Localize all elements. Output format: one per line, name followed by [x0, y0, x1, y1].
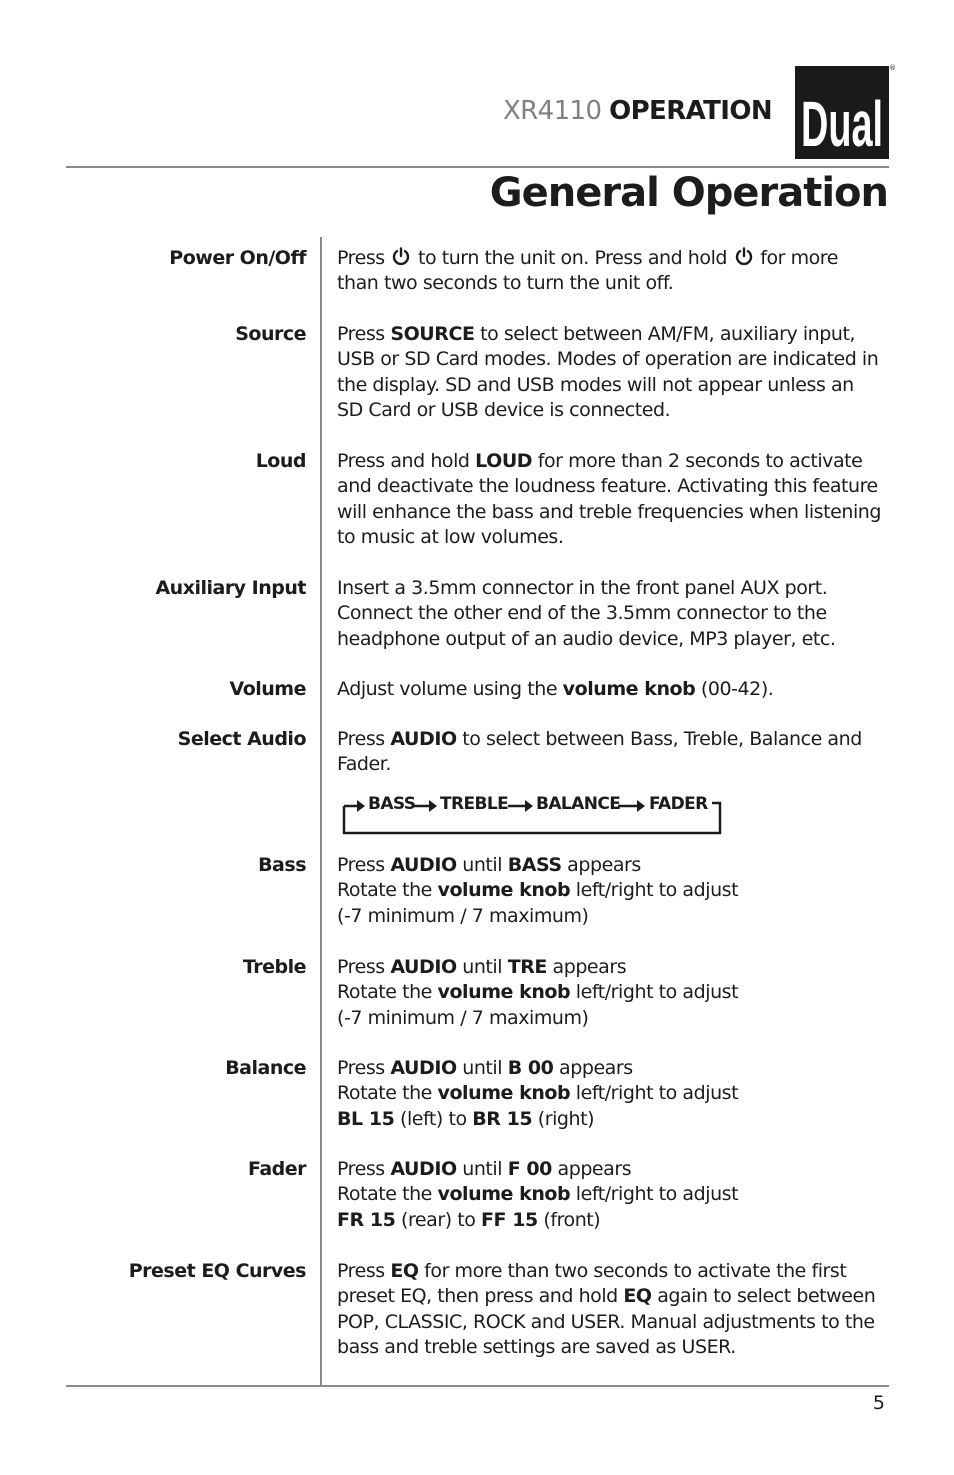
text-run: to select between AM/FM, auxiliary input, — [474, 323, 856, 345]
label-treble: Treble — [242, 956, 306, 978]
arrow-right-icon — [637, 800, 645, 812]
arrow-right-icon — [525, 800, 533, 812]
description-line — [337, 601, 897, 626]
bold-term: AUDIO — [390, 1158, 457, 1180]
label-preset-eq: Preset EQ Curves — [128, 1260, 306, 1282]
text-run: Press — [337, 247, 391, 269]
text-run: Press and hold — [337, 450, 476, 472]
description-line — [337, 878, 897, 903]
text-run: Press — [337, 1158, 391, 1180]
bold-term: BR 15 — [472, 1107, 533, 1130]
arrow-right-icon — [429, 800, 437, 812]
page-title: General Operation — [489, 170, 888, 216]
text-run: left/right to adjust — [570, 981, 739, 1004]
text-run: Rotate the — [337, 1082, 438, 1105]
label-power: Power On/Off — [169, 247, 306, 269]
bold-term: volume knob — [562, 678, 696, 700]
description-line — [337, 904, 897, 929]
cycle-step-balance: BALANCE — [536, 794, 621, 814]
text-run: Rotate the — [337, 1183, 438, 1206]
text-run: Press — [337, 323, 391, 345]
page-number: 5 — [872, 1392, 885, 1414]
text-run: Fader. — [337, 753, 391, 776]
description-line — [337, 449, 897, 474]
label-source: Source — [235, 323, 306, 345]
text-run: Press — [337, 1260, 391, 1282]
bold-term: FF 15 — [481, 1208, 538, 1231]
text-run: appears — [551, 1158, 632, 1180]
text-run: (rear) to — [395, 1208, 482, 1231]
text-run: will enhance the bass and treble frequencies when listening — [337, 500, 881, 523]
description-power — [337, 246, 897, 297]
description-line — [337, 373, 897, 398]
description-line — [337, 853, 897, 878]
description-loud — [337, 449, 897, 551]
bold-term: volume knob — [437, 1082, 571, 1105]
text-run: to select between Bass, Treble, Balance and — [456, 728, 862, 750]
bold-term: AUDIO — [390, 1057, 457, 1079]
description-bass — [337, 853, 897, 929]
bold-term: volume knob — [437, 879, 571, 902]
description-line — [337, 1335, 897, 1360]
model-number: XR4110 — [502, 96, 602, 126]
text-run: Rotate the — [337, 981, 438, 1004]
description-auxiliary-input — [337, 576, 897, 652]
cycle-step-bass: BASS — [368, 794, 416, 814]
text-run: (front) — [537, 1208, 601, 1231]
label-balance: Balance — [225, 1057, 306, 1079]
description-line — [337, 1259, 897, 1284]
description-fader — [337, 1157, 897, 1233]
bold-term: AUDIO — [390, 854, 457, 876]
text-run: Press — [337, 854, 391, 876]
label-fader: Fader — [247, 1158, 306, 1180]
description-volume — [337, 677, 897, 702]
text-run: than two seconds to turn the unit off. — [337, 272, 674, 295]
description-line — [337, 576, 897, 601]
text-run: (-7 minimum / 7 maximum) — [337, 904, 589, 927]
bold-term: TRE — [507, 956, 547, 978]
description-line — [337, 980, 897, 1005]
description-line — [337, 1157, 897, 1182]
text-run: the display. SD and USB modes will not appear unless an — [337, 373, 854, 396]
column-divider — [320, 237, 322, 1386]
description-source — [337, 322, 897, 424]
text-run: until — [456, 1158, 508, 1180]
dual-logo — [795, 66, 889, 159]
text-run: Press — [337, 728, 391, 750]
label-auxiliary-input: Auxiliary Input — [155, 577, 306, 599]
text-run: for more than 2 seconds to activate — [532, 450, 863, 472]
description-line — [337, 1182, 897, 1207]
text-run: to music at low volumes. — [337, 526, 564, 549]
bold-term: F 00 — [507, 1158, 552, 1180]
text-run: until — [456, 1057, 508, 1079]
description-line — [337, 525, 897, 550]
power-icon — [390, 247, 412, 269]
cycle-step-fader: FADER — [649, 794, 708, 814]
footer-rule — [66, 1385, 889, 1387]
bold-term: BASS — [507, 854, 562, 876]
bold-term: LOUD — [475, 450, 533, 472]
description-line — [337, 347, 897, 372]
text-run: appears — [546, 956, 627, 978]
label-volume: Volume — [229, 678, 306, 700]
registered-mark: ® — [889, 64, 896, 72]
cycle-step-treble: TREBLE — [440, 794, 509, 814]
text-run: (00-42). — [695, 678, 774, 700]
description-line — [337, 752, 897, 777]
description-line — [337, 271, 897, 296]
text-run: (-7 minimum / 7 maximum) — [337, 1006, 589, 1029]
text-run: USB or SD Card modes. Modes of operation are indicated in — [337, 348, 879, 371]
description-line — [337, 1284, 897, 1309]
text-run: SD Card or USB device is connected. — [337, 399, 671, 422]
description-treble — [337, 955, 897, 1031]
description-preset-eq — [337, 1259, 897, 1361]
description-line — [337, 1056, 897, 1081]
text-run: Insert a 3.5mm connector in the front panel AUX port. — [337, 577, 828, 599]
logo-text: Dual — [801, 88, 883, 160]
text-run: Connect the other end of the 3.5mm connector to the — [337, 602, 827, 625]
description-line — [337, 1310, 897, 1335]
description-line — [337, 246, 897, 271]
bold-term: B 00 — [507, 1057, 554, 1079]
text-run: bass and treble settings are saved as USER. — [337, 1336, 736, 1359]
description-line — [337, 727, 897, 752]
text-run: to turn the unit on. Press and hold — [412, 247, 733, 269]
text-run: Adjust volume using the — [337, 678, 563, 700]
label-bass: Bass — [258, 854, 306, 876]
description-balance — [337, 1056, 897, 1132]
text-run: POP, CLASSIC, ROCK and USER. Manual adjustments to the — [337, 1310, 875, 1333]
header-rule — [66, 166, 889, 168]
bold-term: EQ — [390, 1260, 419, 1282]
audio-cycle-diagram — [340, 790, 726, 836]
text-run: left/right to adjust — [570, 1183, 739, 1206]
section-name: OPERATION — [609, 96, 772, 126]
text-run: Press — [337, 1057, 391, 1079]
description-line — [337, 1107, 897, 1132]
description-line — [337, 627, 897, 652]
text-run: again to select between — [651, 1285, 876, 1308]
description-line — [337, 1208, 897, 1233]
description-line — [337, 1006, 897, 1031]
power-icon — [733, 247, 755, 269]
description-line — [337, 398, 897, 423]
description-line — [337, 322, 897, 347]
description-line — [337, 474, 897, 499]
text-run: left/right to adjust — [570, 1082, 739, 1105]
description-line — [337, 500, 897, 525]
text-run: (left) to — [394, 1107, 473, 1130]
text-run: and deactivate the loudness feature. Activating this feature — [337, 475, 878, 498]
text-run: left/right to adjust — [570, 879, 739, 902]
description-line — [337, 1081, 897, 1106]
text-run: for more than two seconds to activate the first — [418, 1260, 847, 1282]
bold-term: SOURCE — [390, 323, 475, 345]
bold-term: volume knob — [437, 981, 571, 1004]
bold-term: AUDIO — [390, 956, 457, 978]
bold-term: AUDIO — [390, 728, 457, 750]
text-run: for more — [754, 247, 838, 269]
text-run: preset EQ, then press and hold — [337, 1285, 624, 1308]
text-run: until — [456, 956, 508, 978]
bold-term: EQ — [623, 1285, 652, 1308]
bold-term: BL 15 — [337, 1107, 395, 1130]
text-run: Rotate the — [337, 879, 438, 902]
text-run: Press — [337, 956, 391, 978]
description-line — [337, 677, 897, 702]
description-line — [337, 955, 897, 980]
text-run: appears — [553, 1057, 633, 1079]
text-run: (right) — [532, 1107, 595, 1130]
description-select-audio — [337, 727, 897, 778]
model-heading — [503, 96, 772, 126]
text-run: until — [456, 854, 508, 876]
label-loud: Loud — [255, 450, 306, 472]
text-run: headphone output of an audio device, MP3 player, etc. — [337, 627, 836, 650]
bold-term: volume knob — [437, 1183, 571, 1206]
label-select-audio: Select Audio — [177, 728, 306, 750]
text-run: appears — [561, 854, 641, 876]
bold-term: FR 15 — [337, 1208, 396, 1231]
